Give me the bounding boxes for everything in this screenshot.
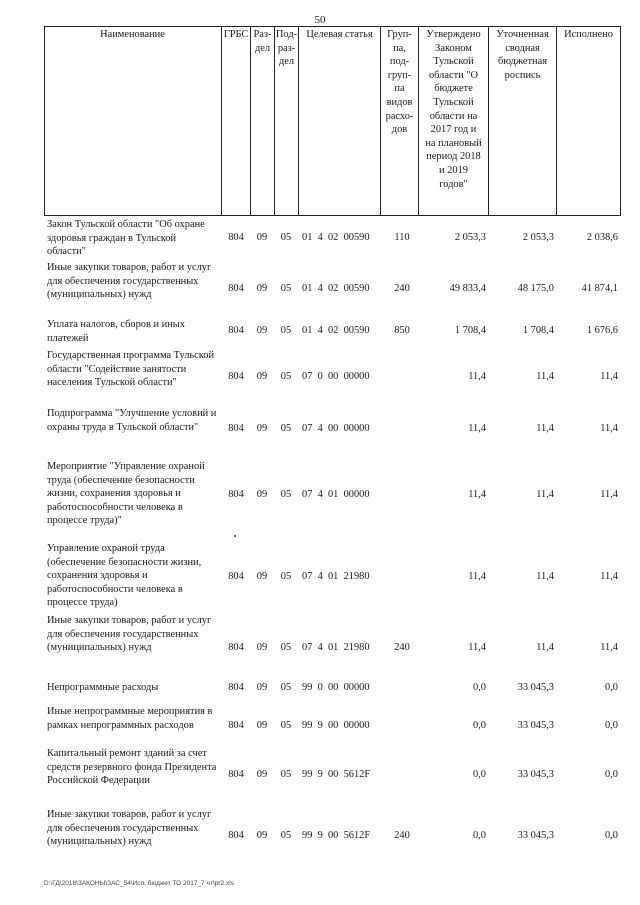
cell-razdel: 09 — [256, 571, 268, 582]
table-row — [44, 407, 621, 451]
cell-vr: 240 — [394, 283, 410, 294]
cell-grbs: 804 — [228, 489, 244, 500]
cell-podrazdel: 05 — [280, 232, 292, 243]
cell-cst: 99 9 00 5612F — [302, 830, 371, 841]
cell-utoch: 2 053,3 — [522, 232, 554, 243]
cell-podrazdel: 05 — [280, 371, 292, 382]
cell-utoch: 33 045,3 — [517, 682, 554, 693]
cell-isp: 41 874,1 — [581, 283, 618, 294]
file-path-footer: D:\ГД\2018\ЗАКОНЫ\ЗАС_54\Исп. бюджет ТО 2017_7 чт\рг2.xls — [44, 880, 235, 887]
cell-grbs: 804 — [228, 232, 244, 243]
cell-utv: 49 833,4 — [449, 283, 486, 294]
cell-cst: 01 4 02 00590 — [302, 232, 370, 243]
cell-cst: 07 4 00 00000 — [302, 423, 370, 434]
cell-isp: 11,4 — [600, 489, 618, 500]
cell-utv: 0,0 — [473, 720, 486, 731]
cell-razdel: 09 — [256, 371, 268, 382]
cell-utoch: 11,4 — [536, 642, 554, 653]
cell-utv: 0,0 — [473, 769, 486, 780]
cell-razdel: 09 — [256, 423, 268, 434]
cell-utoch: 33 045,3 — [517, 720, 554, 731]
cell-isp: 0,0 — [605, 682, 618, 693]
cell-utoch: 11,4 — [536, 489, 554, 500]
cell-utv: 1 708,4 — [454, 325, 486, 336]
cell-razdel: 09 — [256, 830, 268, 841]
cell-isp: 11,4 — [600, 423, 618, 434]
cell-isp: 11,4 — [600, 371, 618, 382]
cell-grbs: 804 — [228, 830, 244, 841]
cell-utv: 0,0 — [473, 682, 486, 693]
cell-podrazdel: 05 — [280, 830, 292, 841]
cell-grbs: 804 — [228, 642, 244, 653]
table-row — [44, 349, 621, 405]
table-row — [44, 808, 621, 864]
cell-utv: 11,4 — [468, 371, 486, 382]
cell-grbs: 804 — [228, 325, 244, 336]
cell-grbs: 804 — [228, 682, 244, 693]
cell-utv: 11,4 — [468, 571, 486, 582]
row-name: Управление охраной труда (обеспечение безопасности жизни, сохранения здоровья и работоспособности человека в процессе труда) — [47, 543, 202, 609]
cell-utoch: 11,4 — [536, 571, 554, 582]
row-name: Уплата налогов, сборов и иных платежей — [47, 319, 185, 344]
header-grbs: ГРБС — [223, 29, 249, 40]
row-name: Иные закупки товаров, работ и услуг для обеспечения государственных (муниципальных) нужд — [47, 615, 212, 654]
table-row — [44, 614, 621, 670]
cell-vr: 110 — [394, 232, 410, 243]
cell-grbs: 804 — [228, 423, 244, 434]
cell-cst: 07 4 01 21980 — [302, 642, 370, 653]
cell-utoch: 1 708,4 — [522, 325, 554, 336]
cell-razdel: 09 — [256, 489, 268, 500]
cell-vr: 240 — [394, 642, 410, 653]
cell-isp: 0,0 — [605, 830, 618, 841]
cell-grbs: 804 — [228, 571, 244, 582]
row-name: Непрограммные расходы — [47, 682, 159, 693]
cell-cst: 01 4 02 00590 — [302, 325, 370, 336]
table-row — [44, 542, 621, 612]
cell-isp: 0,0 — [605, 720, 618, 731]
cell-cst: 99 0 00 00000 — [302, 682, 370, 693]
cell-vr: 850 — [394, 325, 410, 336]
cell-cst: 07 0 00 00000 — [302, 371, 370, 382]
cell-podrazdel: 05 — [280, 325, 292, 336]
cell-razdel: 09 — [256, 769, 268, 780]
table-row — [44, 318, 621, 348]
cell-utv: 11,4 — [468, 489, 486, 500]
table-row — [44, 747, 621, 803]
page-number: 50 — [314, 14, 326, 26]
header-podrazdel: Под- раз- дел — [275, 29, 298, 68]
cell-isp: 0,0 — [605, 769, 618, 780]
cell-utoch: 11,4 — [536, 423, 554, 434]
row-name: Иные непрограммные мероприятия в рамках непрограммных расходов — [47, 706, 213, 731]
cell-podrazdel: 05 — [280, 489, 292, 500]
cell-cst: 01 4 02 00590 — [302, 283, 370, 294]
header-utv: Утверждено Законом Тульской области "О бюджете Тульской области на 2017 год и на плановый период 2018 и 2019 годов" — [425, 29, 482, 190]
row-name: Закон Тульской области "Об охране здоровья граждан в Тульской области" — [47, 219, 205, 258]
cell-razdel: 09 — [256, 325, 268, 336]
table-row — [44, 261, 621, 317]
cell-razdel: 09 — [256, 642, 268, 653]
table-row — [44, 705, 621, 747]
cell-podrazdel: 05 — [280, 283, 292, 294]
cell-utoch: 48 175,0 — [517, 283, 554, 294]
row-name: Государственная программа Тульской области "Содействие занятости населения Тульской области" — [47, 350, 215, 389]
cell-podrazdel: 05 — [280, 642, 292, 653]
cell-podrazdel: 05 — [280, 682, 292, 693]
header-vr: Груп- па, под- груп- па видов расхо- дов — [385, 29, 414, 136]
cell-isp: 11,4 — [600, 642, 618, 653]
cell-cst: 07 4 01 00000 — [302, 489, 370, 500]
row-name: Капитальный ремонт зданий за счет средств резервного фонда Президента Российской Федерации — [47, 748, 217, 787]
header-utoch: Уточненная сводная бюджетная роспись — [496, 29, 549, 81]
cell-cst: 99 9 00 5612F — [302, 769, 371, 780]
cell-utv: 11,4 — [468, 423, 486, 434]
cell-podrazdel: 05 — [280, 571, 292, 582]
row-name: Мероприятие "Управление охраной труда (обеспечение безопасности жизни, сохранения здоровья и работоспособности человека в процессе труда)" — [47, 461, 205, 527]
cell-grbs: 804 — [228, 283, 244, 294]
cell-utoch: 11,4 — [536, 371, 554, 382]
cell-isp: 1 676,6 — [586, 325, 618, 336]
cell-utoch: 33 045,3 — [517, 769, 554, 780]
cell-utv: 0,0 — [473, 830, 486, 841]
cell-razdel: 09 — [256, 682, 268, 693]
cell-utoch: 33 045,3 — [517, 830, 554, 841]
cell-grbs: 804 — [228, 371, 244, 382]
cell-isp: 11,4 — [600, 571, 618, 582]
cell-cst: 07 4 01 21980 — [302, 571, 370, 582]
header-razdel: Раз- дел — [253, 29, 272, 54]
table-row — [44, 681, 621, 697]
row-name: Иные закупки товаров, работ и услуг для обеспечения государственных (муниципальных) нужд — [47, 809, 212, 848]
cell-vr: 240 — [394, 830, 410, 841]
table-row — [44, 218, 621, 260]
cell-cst: 99 9 00 00000 — [302, 720, 370, 731]
header-cst: Целевая статья — [306, 29, 373, 40]
row-name: Иные закупки товаров, работ и услуг для обеспечения государственных (муниципальных) нужд — [47, 262, 212, 301]
cell-razdel: 09 — [256, 720, 268, 731]
scan-speck — [234, 535, 236, 537]
cell-podrazdel: 05 — [280, 423, 292, 434]
cell-podrazdel: 05 — [280, 769, 292, 780]
header-name: Наименование — [100, 29, 165, 40]
cell-utv: 2 053,3 — [454, 232, 486, 243]
table-header — [44, 26, 621, 216]
table-row — [44, 460, 621, 532]
row-name: Подпрограмма "Улучшение условий и охраны труда в Тульской области" — [47, 408, 217, 433]
cell-grbs: 804 — [228, 720, 244, 731]
cell-grbs: 804 — [228, 769, 244, 780]
cell-razdel: 09 — [256, 232, 268, 243]
header-isp: Исполнено — [564, 29, 613, 40]
cell-utv: 11,4 — [468, 642, 486, 653]
cell-razdel: 09 — [256, 283, 268, 294]
cell-isp: 2 038,6 — [586, 232, 618, 243]
cell-podrazdel: 05 — [280, 720, 292, 731]
